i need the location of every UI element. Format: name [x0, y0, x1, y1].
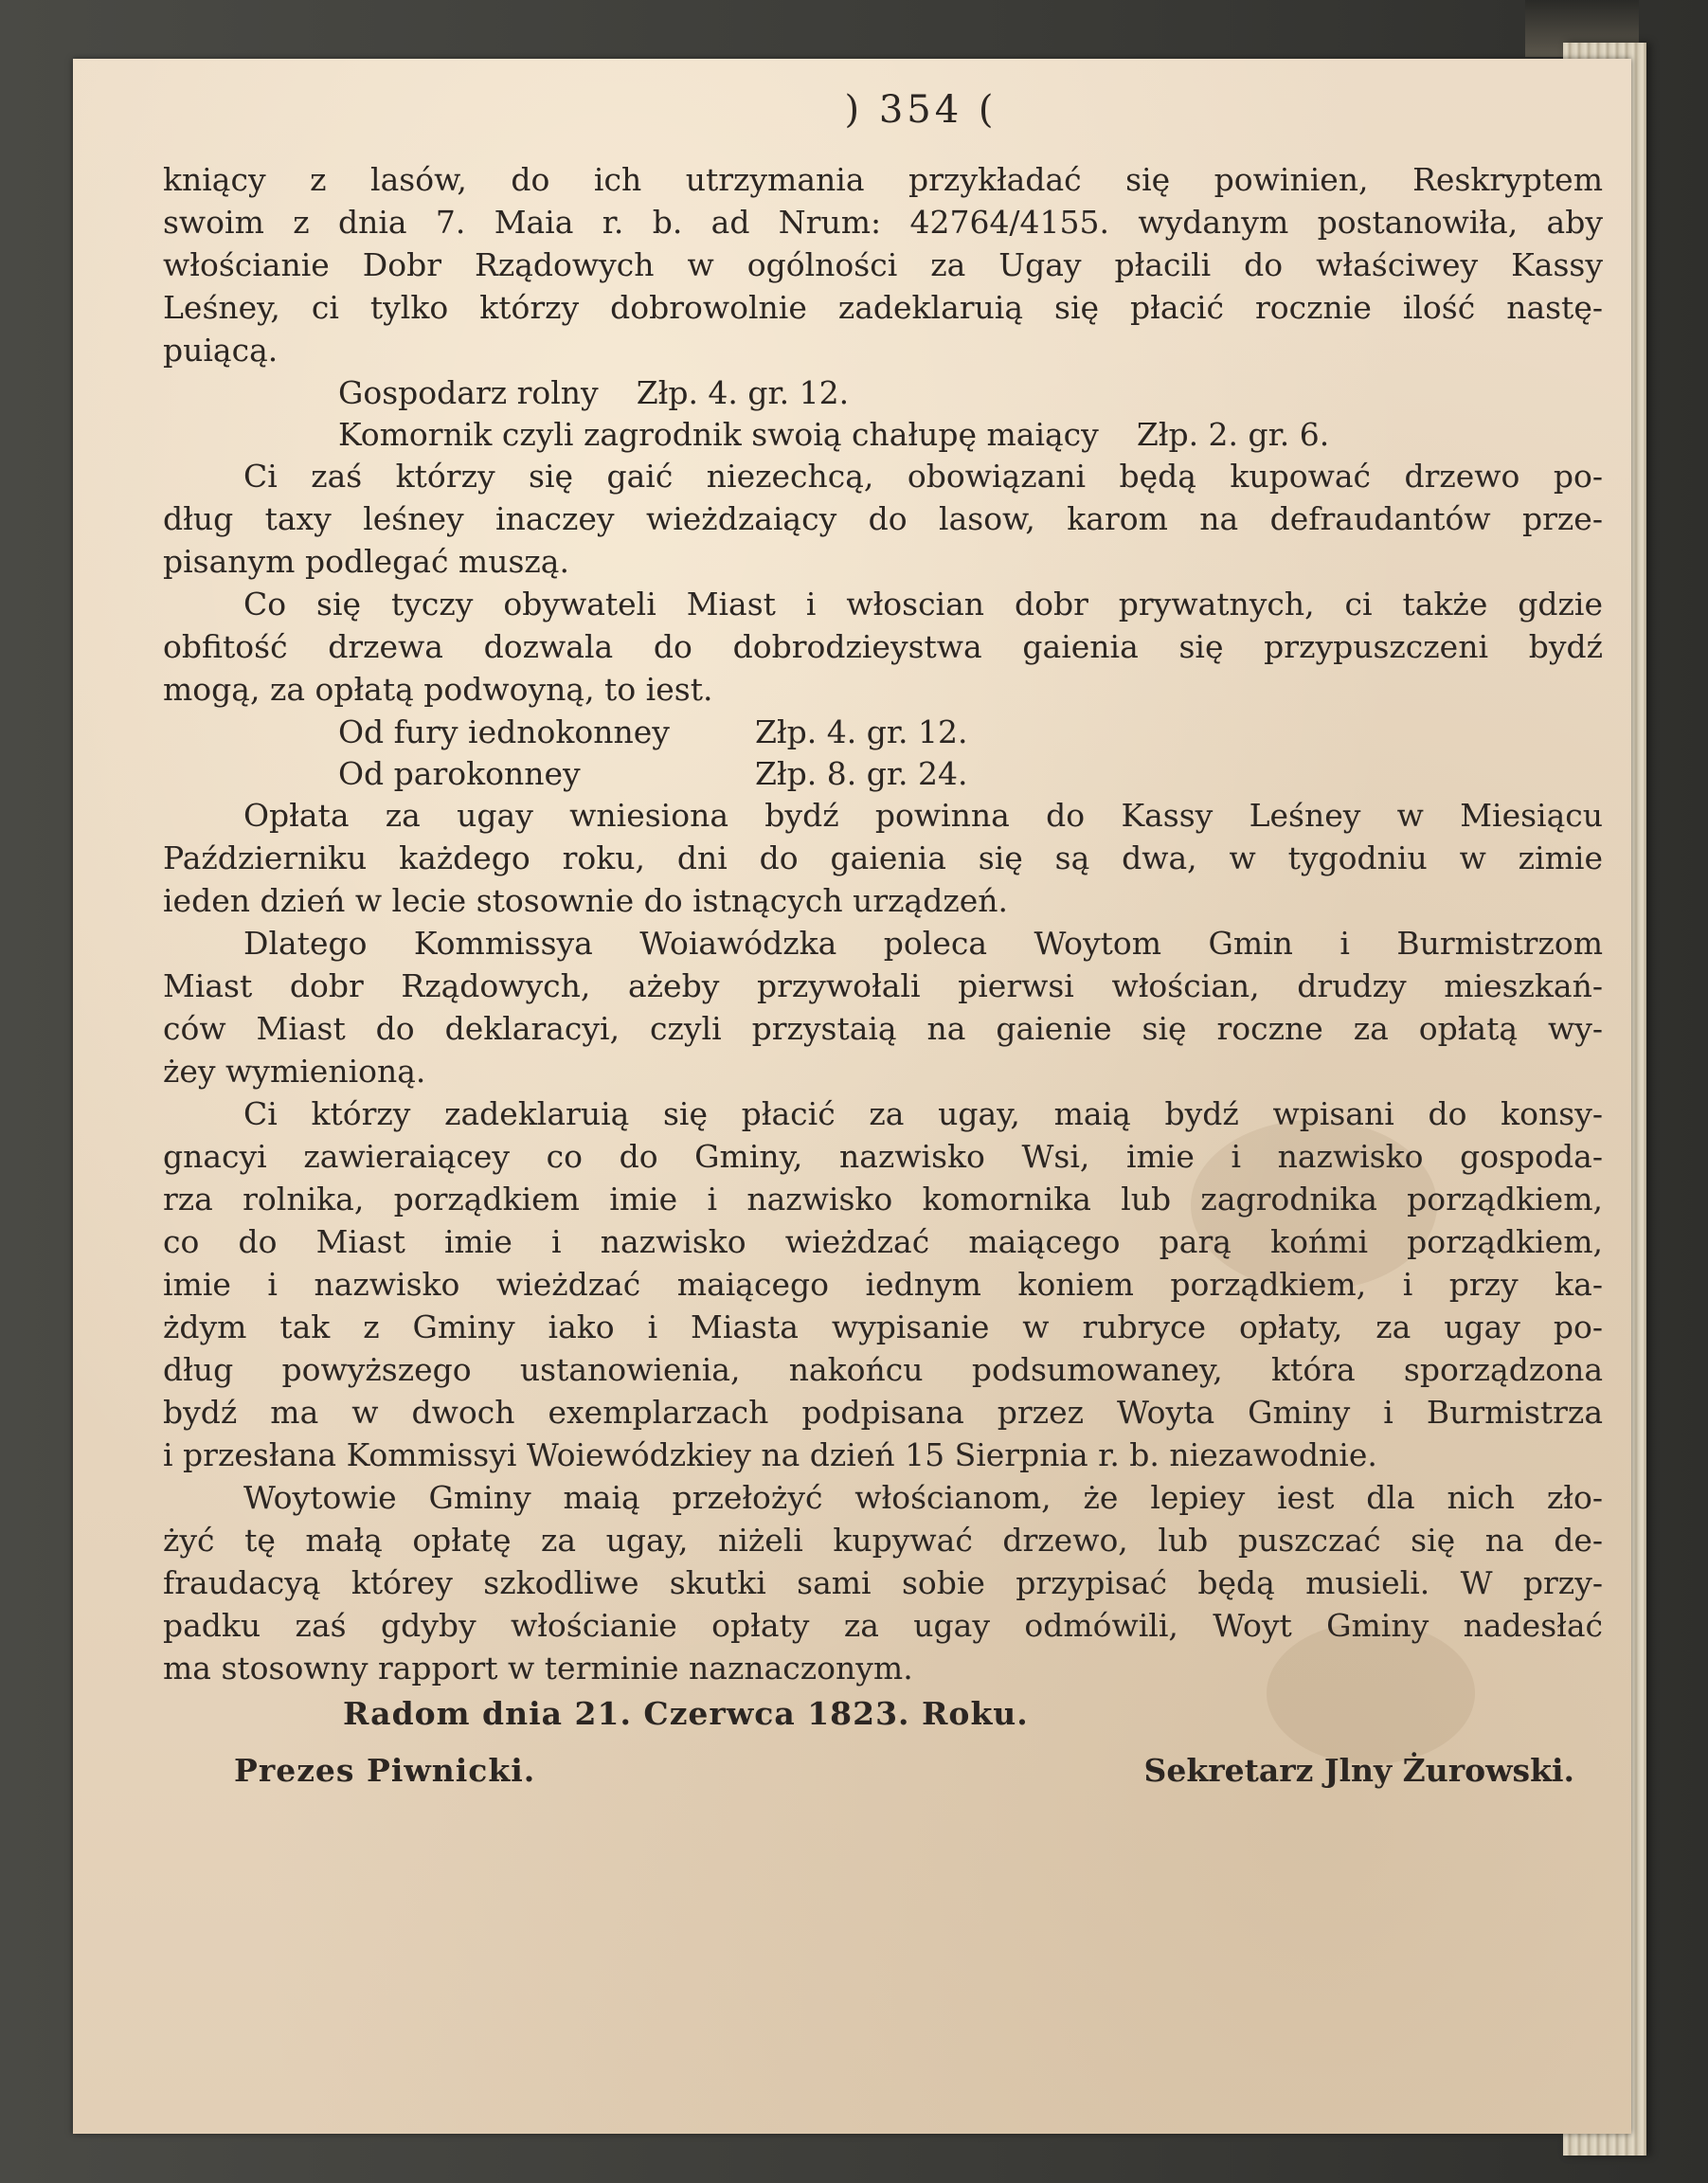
fee-value: Złp. 4. gr. 12.: [636, 374, 850, 411]
signature-secretary: Sekretarz Jlny Żurowski.: [1143, 1752, 1574, 1789]
signature-block: [163, 1750, 1603, 1792]
text-line: fraudacyą którey szkodliwe skutki sami sobie przypisać będą musieli. W przy-: [163, 1564, 1603, 1601]
text-line: kniący z lasów, do ich utrzymania przykładać się powinien, Reskryptem: [163, 161, 1603, 198]
page-number: ) 354 (: [844, 88, 998, 132]
paragraph-ci-zas: [163, 456, 1603, 583]
fee-label: Od fury iednokonney: [338, 713, 670, 750]
text-line: co do Miast imie i nazwisko wieżdzać maiącego parą końmi porządkiem,: [163, 1223, 1603, 1260]
text-line: swoim z dnia 7. Maia r. b. ad Nrum: 42764/4155. wydanym postanowiła, aby: [163, 204, 1603, 241]
text-line: ieden dzień w lecie stosownie do istnących urządzeń.: [163, 882, 1009, 919]
text-line: Ci zaś którzy się gaić niezechcą, obowiązani będą kupować drzewo po-: [243, 458, 1603, 495]
text-line: bydź ma w dwoch exemplarzach podpisana przez Woyta Gminy i Burmistrza: [163, 1394, 1603, 1431]
text-line: mogą, za opłatą podwoyną, to iest.: [163, 671, 713, 708]
text-line: ma stosowny rapport w terminie naznaczonym.: [163, 1650, 913, 1687]
paragraph-oplata: [163, 795, 1603, 922]
text-line: pisanym podlegać muszą.: [163, 543, 569, 580]
fee-row: [163, 712, 1603, 753]
fee-label: Od parokonney: [338, 755, 581, 792]
text-line: gnacyi zawieraiącey co do Gminy, nazwisko Wsi, imie i nazwisko gospoda-: [163, 1138, 1603, 1175]
fee-list-2: [163, 712, 1603, 795]
signature-president: Prezes Piwnicki.: [234, 1752, 536, 1789]
text-line: Październiku każdego roku, dni do gaienia się są dwa, w tygodniu w zimie: [163, 839, 1603, 876]
text-line: Co się tyczy obywateli Miast i włoscian dobr prywatnych, ci także gdzie: [243, 586, 1603, 622]
fee-value: Złp. 8. gr. 24.: [755, 755, 968, 792]
fee-row: [163, 414, 1603, 456]
document-page: [73, 59, 1631, 2134]
text-line: obfitość drzewa dozwala do dobrodzieystwa gaienia się przypuszczeni bydź: [163, 628, 1603, 665]
text-line: żdym tak z Gminy iako i Miasta wypisanie w rubryce opłaty, za ugay po-: [163, 1308, 1603, 1345]
text-line: Leśney, ci tylko którzy dobrowolnie zadeklaruią się płacić rocznie ilość nastę-: [163, 289, 1603, 326]
fee-row: [163, 372, 1603, 414]
page-text: [163, 89, 1603, 1792]
paragraph-intro: [163, 159, 1603, 371]
text-line: żyć tę małą opłatę za ugay, niżeli kupywać drzewo, lub puszczać się na de-: [163, 1522, 1603, 1559]
text-line: Miast dobr Rządowych, ażeby przywołali pierwsi włościan, drudzy mieszkań-: [163, 967, 1603, 1004]
fee-row: [163, 753, 1603, 795]
text-line: puiącą.: [163, 332, 279, 369]
fee-list-1: [163, 372, 1603, 456]
text-line: żey wymienioną.: [163, 1053, 426, 1090]
text-line: padku zaś gdyby włościanie opłaty za ugay odmówili, Woyt Gminy nadesłać: [163, 1607, 1603, 1644]
text-line: Ci którzy zadeklaruią się płacić za ugay, maią bydź wpisani do konsy-: [243, 1095, 1603, 1132]
text-line: rza rolnika, porządkiem imie i nazwisko komornika lub zagrodnika porządkiem,: [163, 1181, 1603, 1218]
fee-label: Komornik czyli zagrodnik swoią chałupę maiący: [338, 416, 1099, 453]
paragraph-obywatele: [163, 584, 1603, 711]
paragraph-woytowie: [163, 1477, 1603, 1689]
text-line: ców Miast do deklaracyi, czyli przystaią na gaienie się roczne za opłatą wy-: [163, 1010, 1603, 1047]
text-line: i przesłana Kommissyi Woiewódzkiey na dzień 15 Sierpnia r. b. niezawodnie.: [163, 1436, 1377, 1473]
closing-date: Radom dnia 21. Czerwca 1823. Roku.: [343, 1695, 1029, 1732]
paragraph-dlatego: [163, 923, 1603, 1092]
text-line: dług taxy leśney inaczey wieżdzaiący do lasow, karom na defraudantów prze-: [163, 500, 1603, 537]
fee-value: Złp. 2. gr. 6.: [1136, 416, 1330, 453]
text-line: dług powyższego ustanowienia, nakońcu podsumowaney, która sporządzona: [163, 1351, 1603, 1388]
text-line: Opłata za ugay wniesiona bydź powinna do Kassy Leśney w Miesiącu: [243, 797, 1603, 834]
text-line: włościanie Dobr Rządowych w ogólności za Ugay płacili do właściwey Kassy: [163, 246, 1603, 283]
text-line: Dlatego Kommissya Woiawódzka poleca Woytom Gmin i Burmistrzom: [243, 925, 1603, 962]
paragraph-ci-ktorzy: [163, 1093, 1603, 1476]
text-line: Woytowie Gminy maią przełożyć włościanom, że lepiey iest dla nich zło-: [243, 1479, 1603, 1516]
text-line: imie i nazwisko wieżdzać maiącego iednym koniem porządkiem, i przy ka-: [163, 1266, 1603, 1303]
fee-value: Złp. 4. gr. 12.: [755, 713, 968, 750]
fee-label: Gospodarz rolny: [338, 374, 599, 411]
